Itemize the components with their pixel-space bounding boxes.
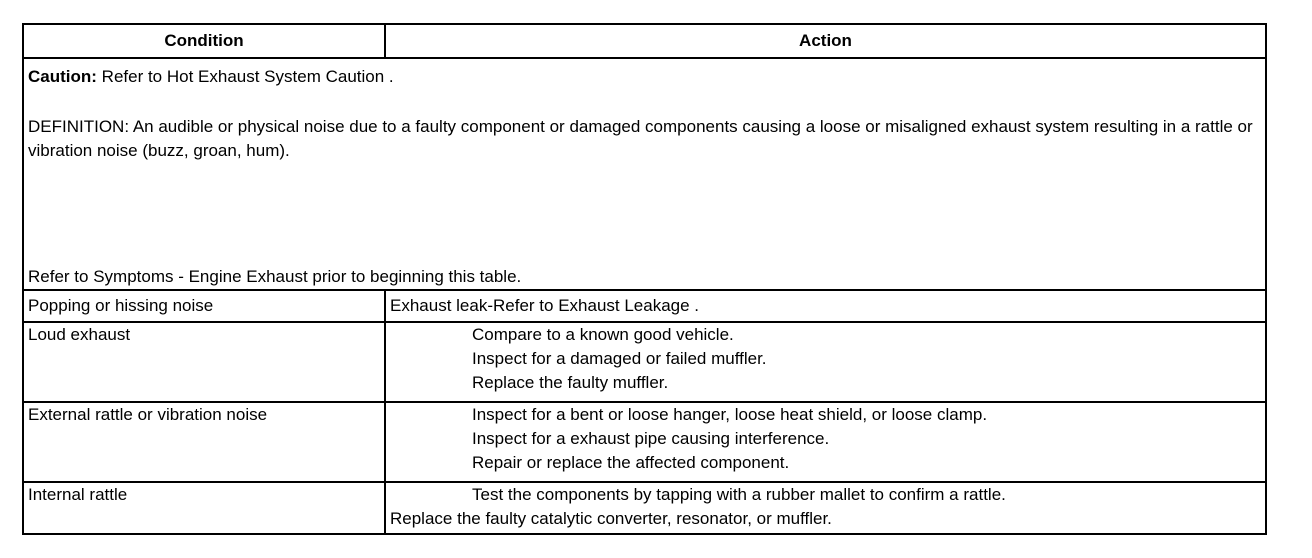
action-step: Replace the faulty muffler. [472,373,669,392]
condition-cell: Popping or hissing noise [23,290,385,322]
intro-cell [23,58,1266,290]
condition-column-header: Condition [23,24,385,58]
action-cell [385,482,1266,534]
action-step: Exhaust leak-Refer to Exhaust Leakage . [390,296,700,315]
diagnostic-table [22,23,1267,535]
action-step: Test the components by tapping with a rubber mallet to confirm a rattle. [472,485,1006,504]
table-row [23,402,1266,482]
action-step: Inspect for a exhaust pipe causing interference. [472,429,830,448]
intro-row [23,58,1266,290]
table-header-row [23,24,1266,58]
caution-label: Caution: [28,67,97,86]
table-row [23,482,1266,534]
action-step: Inspect for a damaged or failed muffler. [472,349,767,368]
condition-cell: Loud exhaust [23,322,385,402]
action-cell [385,322,1266,402]
action-step: Replace the faulty catalytic converter, resonator, or muffler. [390,509,832,528]
table-row [23,322,1266,402]
condition-cell: Internal rattle [23,482,385,534]
refer-symptoms-text: Refer to Symptoms - Engine Exhaust prior to beginning this table. [28,267,522,286]
caution-note [28,65,1261,89]
caution-text: Refer to Hot Exhaust System Caution . [96,67,394,86]
action-cell [385,290,1266,322]
action-column-header: Action [385,24,1266,58]
action-cell [385,402,1266,482]
condition-cell: External rattle or vibration noise [23,402,385,482]
action-step: Repair or replace the affected component. [472,453,790,472]
action-step: Compare to a known good vehicle. [472,325,734,344]
table-row [23,290,1266,322]
definition-text: DEFINITION: An audible or physical noise due to a faulty component or damaged components causing a loose or misaligned exhaust system resulting in a rattle or vibration noise (buzz, groan, hum). [28,117,1253,160]
action-step: Inspect for a bent or loose hanger, loose heat shield, or loose clamp. [472,405,988,424]
